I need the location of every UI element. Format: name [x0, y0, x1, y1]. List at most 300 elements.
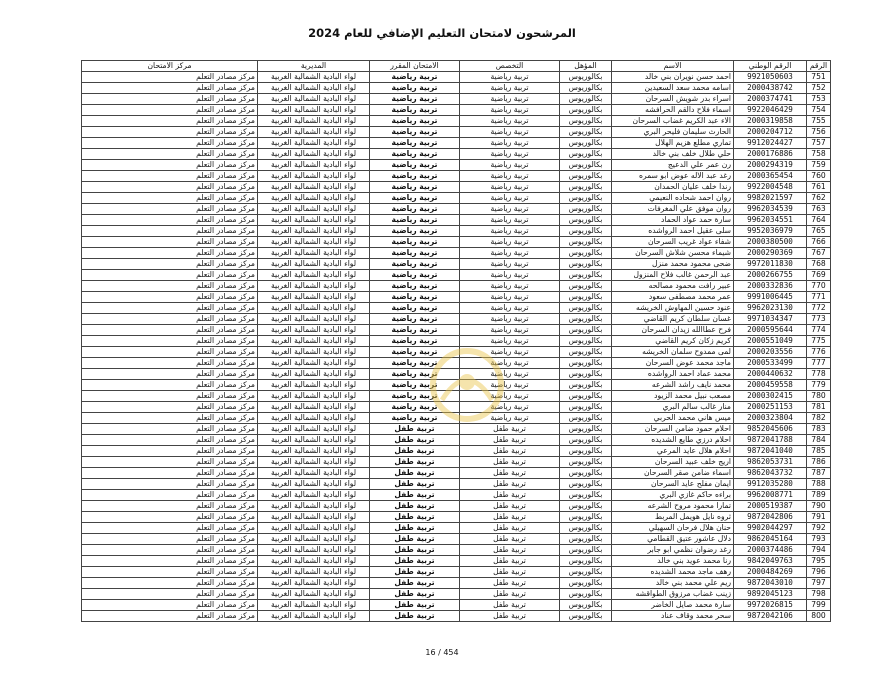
row-number-cell: 793 [807, 534, 831, 545]
specialization-cell: تربية رياضية [460, 127, 560, 138]
qualification-cell: بكالوريوس [560, 347, 612, 358]
table-row [82, 116, 831, 127]
table-row [82, 490, 831, 501]
exam-center-cell: مركز مصادر التعلم [82, 380, 258, 391]
qualification-cell: بكالوريوس [560, 589, 612, 600]
qualification-cell: بكالوريوس [560, 523, 612, 534]
national-id-cell: 2000266755 [734, 270, 807, 281]
exam-center-cell: مركز مصادر التعلم [82, 303, 258, 314]
directorate-cell: لواء البادية الشمالية الغربية [258, 292, 370, 303]
specialization-cell: تربية رياضية [460, 160, 560, 171]
qualification-cell: بكالوريوس [560, 556, 612, 567]
directorate-cell: لواء البادية الشمالية الغربية [258, 105, 370, 116]
national-id-cell: 2000438742 [734, 83, 807, 94]
specialization-cell: تربية طفل [460, 556, 560, 567]
qualification-cell: بكالوريوس [560, 116, 612, 127]
directorate-cell: لواء البادية الشمالية الغربية [258, 380, 370, 391]
table-row [82, 182, 831, 193]
row-number-cell: 765 [807, 226, 831, 237]
national-id-cell: 2000251153 [734, 402, 807, 413]
table-row [82, 83, 831, 94]
exam-center-cell: مركز مصادر التعلم [82, 325, 258, 336]
directorate-cell: لواء البادية الشمالية الغربية [258, 149, 370, 160]
exam-subject-cell: تربية رياضية [370, 149, 460, 160]
exam-subject-cell: تربية رياضية [370, 248, 460, 259]
table-row [82, 149, 831, 160]
qualification-cell: بكالوريوس [560, 534, 612, 545]
specialization-cell: تربية رياضية [460, 237, 560, 248]
exam-center-cell: مركز مصادر التعلم [82, 512, 258, 523]
exam-subject-cell: تربية رياضية [370, 237, 460, 248]
table-row [82, 215, 831, 226]
directorate-cell: لواء البادية الشمالية الغربية [258, 94, 370, 105]
national-id-cell: 2000374741 [734, 94, 807, 105]
directorate-cell: لواء البادية الشمالية الغربية [258, 182, 370, 193]
exam-center-cell: مركز مصادر التعلم [82, 435, 258, 446]
directorate-cell: لواء البادية الشمالية الغربية [258, 490, 370, 501]
directorate-cell: لواء البادية الشمالية الغربية [258, 193, 370, 204]
row-number-cell: 798 [807, 589, 831, 600]
exam-center-cell: مركز مصادر التعلم [82, 138, 258, 149]
directorate-cell: لواء البادية الشمالية الغربية [258, 534, 370, 545]
table-row [82, 523, 831, 534]
specialization-cell: تربية رياضية [460, 83, 560, 94]
specialization-cell: تربية رياضية [460, 358, 560, 369]
directorate-cell: لواء البادية الشمالية الغربية [258, 578, 370, 589]
qualification-cell: بكالوريوس [560, 149, 612, 160]
table-row [82, 567, 831, 578]
exam-subject-cell: تربية طفل [370, 611, 460, 622]
specialization-cell: تربية طفل [460, 501, 560, 512]
exam-center-cell: مركز مصادر التعلم [82, 490, 258, 501]
exam-center-cell: مركز مصادر التعلم [82, 589, 258, 600]
candidate-name-cell: عنود حسين المهاوش الخريشه [612, 303, 734, 314]
national-id-cell: 9962034551 [734, 215, 807, 226]
directorate-cell: لواء البادية الشمالية الغربية [258, 611, 370, 622]
specialization-cell: تربية طفل [460, 589, 560, 600]
national-id-cell: 9892045123 [734, 589, 807, 600]
exam-center-cell: مركز مصادر التعلم [82, 215, 258, 226]
specialization-cell: تربية رياضية [460, 314, 560, 325]
exam-center-cell: مركز مصادر التعلم [82, 248, 258, 259]
row-number-cell: 754 [807, 105, 831, 116]
exam-subject-cell: تربية طفل [370, 600, 460, 611]
table-row [82, 424, 831, 435]
exam-center-cell: مركز مصادر التعلم [82, 358, 258, 369]
candidate-name-cell: روان احمد شحاده النعيمي [612, 193, 734, 204]
directorate-cell: لواء البادية الشمالية الغربية [258, 369, 370, 380]
exam-subject-cell: تربية طفل [370, 523, 460, 534]
table-row [82, 611, 831, 622]
table-row [82, 303, 831, 314]
candidate-name-cell: احلام هلال عايد المرعي [612, 446, 734, 457]
specialization-cell: تربية رياضية [460, 336, 560, 347]
exam-subject-cell: تربية رياضية [370, 193, 460, 204]
header-national-id: الرقم الوطني [734, 61, 807, 72]
exam-subject-cell: تربية رياضية [370, 171, 460, 182]
specialization-cell: تربية رياضية [460, 94, 560, 105]
table-row [82, 457, 831, 468]
national-id-cell: 2000203556 [734, 347, 807, 358]
exam-subject-cell: تربية طفل [370, 435, 460, 446]
row-number-cell: 768 [807, 259, 831, 270]
exam-subject-cell: تربية رياضية [370, 292, 460, 303]
candidate-name-cell: اسامه محمد سعد السعيدين [612, 83, 734, 94]
national-id-cell: 2000484269 [734, 567, 807, 578]
directorate-cell: لواء البادية الشمالية الغربية [258, 226, 370, 237]
exam-subject-cell: تربية رياضية [370, 402, 460, 413]
directorate-cell: لواء البادية الشمالية الغربية [258, 468, 370, 479]
national-id-cell: 9872043010 [734, 578, 807, 589]
qualification-cell: بكالوريوس [560, 193, 612, 204]
directorate-cell: لواء البادية الشمالية الغربية [258, 116, 370, 127]
national-id-cell: 9842049763 [734, 556, 807, 567]
qualification-cell: بكالوريوس [560, 171, 612, 182]
row-number-cell: 771 [807, 292, 831, 303]
qualification-cell: بكالوريوس [560, 358, 612, 369]
exam-center-cell: مركز مصادر التعلم [82, 259, 258, 270]
national-id-cell: 9962008771 [734, 490, 807, 501]
qualification-cell: بكالوريوس [560, 94, 612, 105]
table-body [82, 72, 831, 622]
exam-center-cell: مركز مصادر التعلم [82, 72, 258, 83]
candidate-name-cell: سحر محمد وقاف عناد [612, 611, 734, 622]
row-number-cell: 789 [807, 490, 831, 501]
national-id-cell: 9912024427 [734, 138, 807, 149]
directorate-cell: لواء البادية الشمالية الغربية [258, 600, 370, 611]
specialization-cell: تربية رياضية [460, 138, 560, 149]
exam-subject-cell: تربية طفل [370, 534, 460, 545]
exam-subject-cell: تربية طفل [370, 545, 460, 556]
exam-center-cell: مركز مصادر التعلم [82, 281, 258, 292]
national-id-cell: 9872042106 [734, 611, 807, 622]
qualification-cell: بكالوريوس [560, 292, 612, 303]
table-row [82, 369, 831, 380]
directorate-cell: لواء البادية الشمالية الغربية [258, 567, 370, 578]
qualification-cell: بكالوريوس [560, 545, 612, 556]
candidate-name-cell: محمد عماد احمد الرواشده [612, 369, 734, 380]
national-id-cell: 9902044297 [734, 523, 807, 534]
directorate-cell: لواء البادية الشمالية الغربية [258, 479, 370, 490]
specialization-cell: تربية رياضية [460, 325, 560, 336]
national-id-cell: 2000533499 [734, 358, 807, 369]
specialization-cell: تربية طفل [460, 468, 560, 479]
national-id-cell: 9952036979 [734, 226, 807, 237]
candidate-name-cell: رن عمر علي الدعيج [612, 160, 734, 171]
row-number-cell: 795 [807, 556, 831, 567]
row-number-cell: 788 [807, 479, 831, 490]
header-qualification: المؤهل [560, 61, 612, 72]
table-row [82, 479, 831, 490]
specialization-cell: تربية رياضية [460, 105, 560, 116]
row-number-cell: 797 [807, 578, 831, 589]
row-number-cell: 764 [807, 215, 831, 226]
candidate-name-cell: شيماء محسن شلاش السرحان [612, 248, 734, 259]
exam-subject-cell: تربية رياضية [370, 72, 460, 83]
qualification-cell: بكالوريوس [560, 259, 612, 270]
candidate-name-cell: سارة حمد عواد الحماد [612, 215, 734, 226]
table-header-row [82, 61, 831, 72]
exam-subject-cell: تربية طفل [370, 512, 460, 523]
exam-subject-cell: تربية طفل [370, 468, 460, 479]
table-row [82, 281, 831, 292]
exam-subject-cell: تربية طفل [370, 446, 460, 457]
directorate-cell: لواء البادية الشمالية الغربية [258, 171, 370, 182]
national-id-cell: 2000365454 [734, 171, 807, 182]
exam-center-cell: مركز مصادر التعلم [82, 94, 258, 105]
table-row [82, 589, 831, 600]
row-number-cell: 772 [807, 303, 831, 314]
exam-center-cell: مركز مصادر التعلم [82, 402, 258, 413]
national-id-cell: 2000374486 [734, 545, 807, 556]
specialization-cell: تربية طفل [460, 490, 560, 501]
candidate-name-cell: شفاء عواد غريب السرحان [612, 237, 734, 248]
directorate-cell: لواء البادية الشمالية الغربية [258, 336, 370, 347]
row-number-cell: 791 [807, 512, 831, 523]
exam-center-cell: مركز مصادر التعلم [82, 160, 258, 171]
national-id-cell: 2000294319 [734, 160, 807, 171]
row-number-cell: 769 [807, 270, 831, 281]
exam-center-cell: مركز مصادر التعلم [82, 446, 258, 457]
directorate-cell: لواء البادية الشمالية الغربية [258, 391, 370, 402]
header-directorate: المديرية [258, 61, 370, 72]
candidate-name-cell: منار غالب سالم البري [612, 402, 734, 413]
exam-center-cell: مركز مصادر التعلم [82, 567, 258, 578]
table-row [82, 270, 831, 281]
candidate-name-cell: مصعب نبيل محمد الزيود [612, 391, 734, 402]
row-number-cell: 759 [807, 160, 831, 171]
exam-center-cell: مركز مصادر التعلم [82, 292, 258, 303]
directorate-cell: لواء البادية الشمالية الغربية [258, 446, 370, 457]
candidate-name-cell: رهف ماجد محمد الشديده [612, 567, 734, 578]
exam-center-cell: مركز مصادر التعلم [82, 226, 258, 237]
exam-center-cell: مركز مصادر التعلم [82, 270, 258, 281]
candidate-name-cell: ريم علي محمد بني خالد [612, 578, 734, 589]
specialization-cell: تربية رياضية [460, 270, 560, 281]
exam-center-cell: مركز مصادر التعلم [82, 347, 258, 358]
directorate-cell: لواء البادية الشمالية الغربية [258, 424, 370, 435]
specialization-cell: تربية رياضية [460, 193, 560, 204]
directorate-cell: لواء البادية الشمالية الغربية [258, 314, 370, 325]
national-id-cell: 9912035280 [734, 479, 807, 490]
qualification-cell: بكالوريوس [560, 446, 612, 457]
qualification-cell: بكالوريوس [560, 468, 612, 479]
row-number-cell: 766 [807, 237, 831, 248]
candidate-name-cell: تماري مطلع هزيم الهلال [612, 138, 734, 149]
row-number-cell: 758 [807, 149, 831, 160]
directorate-cell: لواء البادية الشمالية الغربية [258, 138, 370, 149]
table-row [82, 556, 831, 567]
exam-subject-cell: تربية رياضية [370, 127, 460, 138]
candidate-name-cell: غسان سلطان كريم القاضي [612, 314, 734, 325]
qualification-cell: بكالوريوس [560, 611, 612, 622]
directorate-cell: لواء البادية الشمالية الغربية [258, 281, 370, 292]
national-id-cell: 9922004548 [734, 182, 807, 193]
national-id-cell: 9982021597 [734, 193, 807, 204]
qualification-cell: بكالوريوس [560, 270, 612, 281]
row-number-cell: 756 [807, 127, 831, 138]
national-id-cell: 9971034347 [734, 314, 807, 325]
candidate-name-cell: احلام درزي طايع الشديده [612, 435, 734, 446]
table-row [82, 171, 831, 182]
row-number-cell: 752 [807, 83, 831, 94]
qualification-cell: بكالوريوس [560, 83, 612, 94]
specialization-cell: تربية رياضية [460, 380, 560, 391]
table-row [82, 512, 831, 523]
candidate-name-cell: سلى عقيل احمد الرواشده [612, 226, 734, 237]
specialization-cell: تربية رياضية [460, 226, 560, 237]
row-number-cell: 784 [807, 435, 831, 446]
row-number-cell: 786 [807, 457, 831, 468]
directorate-cell: لواء البادية الشمالية الغربية [258, 215, 370, 226]
row-number-cell: 774 [807, 325, 831, 336]
exam-center-cell: مركز مصادر التعلم [82, 578, 258, 589]
row-number-cell: 778 [807, 369, 831, 380]
table-row [82, 193, 831, 204]
row-number-cell: 787 [807, 468, 831, 479]
national-id-cell: 2000440632 [734, 369, 807, 380]
exam-subject-cell: تربية رياضية [370, 105, 460, 116]
exam-center-cell: مركز مصادر التعلم [82, 424, 258, 435]
candidate-name-cell: رندا خلف عليان الحمدان [612, 182, 734, 193]
table-row [82, 578, 831, 589]
national-id-cell: 9962023130 [734, 303, 807, 314]
directorate-cell: لواء البادية الشمالية الغربية [258, 435, 370, 446]
exam-center-cell: مركز مصادر التعلم [82, 479, 258, 490]
exam-subject-cell: تربية رياضية [370, 215, 460, 226]
candidate-name-cell: روان موفق علي المغرفات [612, 204, 734, 215]
specialization-cell: تربية طفل [460, 424, 560, 435]
candidate-name-cell: اسماء فلاح دالقم الحرافشه [612, 105, 734, 116]
qualification-cell: بكالوريوس [560, 424, 612, 435]
national-id-cell: 9962034539 [734, 204, 807, 215]
national-id-cell: 9852045606 [734, 424, 807, 435]
exam-subject-cell: تربية رياضية [370, 325, 460, 336]
exam-subject-cell: تربية رياضية [370, 336, 460, 347]
candidate-name-cell: سارة محمد صايل الخاضر [612, 600, 734, 611]
row-number-cell: 776 [807, 347, 831, 358]
exam-center-cell: مركز مصادر التعلم [82, 457, 258, 468]
specialization-cell: تربية طفل [460, 446, 560, 457]
table-row [82, 600, 831, 611]
exam-subject-cell: تربية رياضية [370, 160, 460, 171]
national-id-cell: 9991006445 [734, 292, 807, 303]
specialization-cell: تربية رياضية [460, 391, 560, 402]
exam-subject-cell: تربية طفل [370, 578, 460, 589]
directorate-cell: لواء البادية الشمالية الغربية [258, 248, 370, 259]
qualification-cell: بكالوريوس [560, 281, 612, 292]
specialization-cell: تربية طفل [460, 600, 560, 611]
national-id-cell: 9862045164 [734, 534, 807, 545]
table-row [82, 446, 831, 457]
qualification-cell: بكالوريوس [560, 314, 612, 325]
directorate-cell: لواء البادية الشمالية الغربية [258, 259, 370, 270]
exam-center-cell: مركز مصادر التعلم [82, 83, 258, 94]
qualification-cell: بكالوريوس [560, 204, 612, 215]
directorate-cell: لواء البادية الشمالية الغربية [258, 545, 370, 556]
exam-center-cell: مركز مصادر التعلم [82, 369, 258, 380]
exam-subject-cell: تربية رياضية [370, 270, 460, 281]
specialization-cell: تربية رياضية [460, 182, 560, 193]
national-id-cell: 9862053731 [734, 457, 807, 468]
exam-center-cell: مركز مصادر التعلم [82, 413, 258, 424]
table-row [82, 248, 831, 259]
directorate-cell: لواء البادية الشمالية الغربية [258, 512, 370, 523]
candidate-name-cell: عبير رافت محمود مصالحه [612, 281, 734, 292]
candidate-name-cell: فرح عطاالله زيدان السرحان [612, 325, 734, 336]
exam-subject-cell: تربية طفل [370, 479, 460, 490]
header-specialization: التخصص [460, 61, 560, 72]
national-id-cell: 9922046429 [734, 105, 807, 116]
directorate-cell: لواء البادية الشمالية الغربية [258, 270, 370, 281]
exam-subject-cell: تربية رياضية [370, 94, 460, 105]
row-number-cell: 783 [807, 424, 831, 435]
table-row [82, 347, 831, 358]
national-id-cell: 9872042806 [734, 512, 807, 523]
specialization-cell: تربية طفل [460, 457, 560, 468]
specialization-cell: تربية رياضية [460, 402, 560, 413]
table-row [82, 380, 831, 391]
exam-center-cell: مركز مصادر التعلم [82, 149, 258, 160]
exam-center-cell: مركز مصادر التعلم [82, 204, 258, 215]
specialization-cell: تربية رياضية [460, 413, 560, 424]
specialization-cell: تربية طفل [460, 545, 560, 556]
specialization-cell: تربية رياضية [460, 303, 560, 314]
qualification-cell: بكالوريوس [560, 567, 612, 578]
table-row [82, 545, 831, 556]
row-number-cell: 780 [807, 391, 831, 402]
exam-center-cell: مركز مصادر التعلم [82, 600, 258, 611]
candidate-name-cell: اسراء بدر شويش السرحان [612, 94, 734, 105]
table-row [82, 292, 831, 303]
qualification-cell: بكالوريوس [560, 512, 612, 523]
row-number-cell: 760 [807, 171, 831, 182]
exam-subject-cell: تربية طفل [370, 490, 460, 501]
candidate-name-cell: حنان هلال فرحان السهيلي [612, 523, 734, 534]
exam-center-cell: مركز مصادر التعلم [82, 611, 258, 622]
table-row [82, 127, 831, 138]
row-number-cell: 770 [807, 281, 831, 292]
qualification-cell: بكالوريوس [560, 578, 612, 589]
candidate-name-cell: ضحى محمود محمد منزل [612, 259, 734, 270]
exam-subject-cell: تربية رياضية [370, 204, 460, 215]
exam-center-cell: مركز مصادر التعلم [82, 105, 258, 116]
national-id-cell: 9921050603 [734, 72, 807, 83]
table-row [82, 358, 831, 369]
exam-center-cell: مركز مصادر التعلم [82, 501, 258, 512]
national-id-cell: 2000176886 [734, 149, 807, 160]
row-number-cell: 753 [807, 94, 831, 105]
candidate-name-cell: لمى ممدوح سلمان الخريشه [612, 347, 734, 358]
exam-center-cell: مركز مصادر التعلم [82, 336, 258, 347]
header-exam: الامتحان المقرر [370, 61, 460, 72]
candidate-name-cell: رغد رضوان نظمي ابو جابر [612, 545, 734, 556]
specialization-cell: تربية رياضية [460, 116, 560, 127]
exam-center-cell: مركز مصادر التعلم [82, 545, 258, 556]
table-row [82, 226, 831, 237]
candidate-name-cell: رنا محمد عويد بني خالد [612, 556, 734, 567]
candidate-name-cell: عبد الرحمن غالب فلاح المنزول [612, 270, 734, 281]
exam-subject-cell: تربية طفل [370, 501, 460, 512]
exam-subject-cell: تربية رياضية [370, 413, 460, 424]
qualification-cell: بكالوريوس [560, 501, 612, 512]
directorate-cell: لواء البادية الشمالية الغربية [258, 72, 370, 83]
exam-subject-cell: تربية رياضية [370, 116, 460, 127]
specialization-cell: تربية طفل [460, 611, 560, 622]
national-id-cell: 9972026815 [734, 600, 807, 611]
exam-center-cell: مركز مصادر التعلم [82, 182, 258, 193]
national-id-cell: 2000595644 [734, 325, 807, 336]
